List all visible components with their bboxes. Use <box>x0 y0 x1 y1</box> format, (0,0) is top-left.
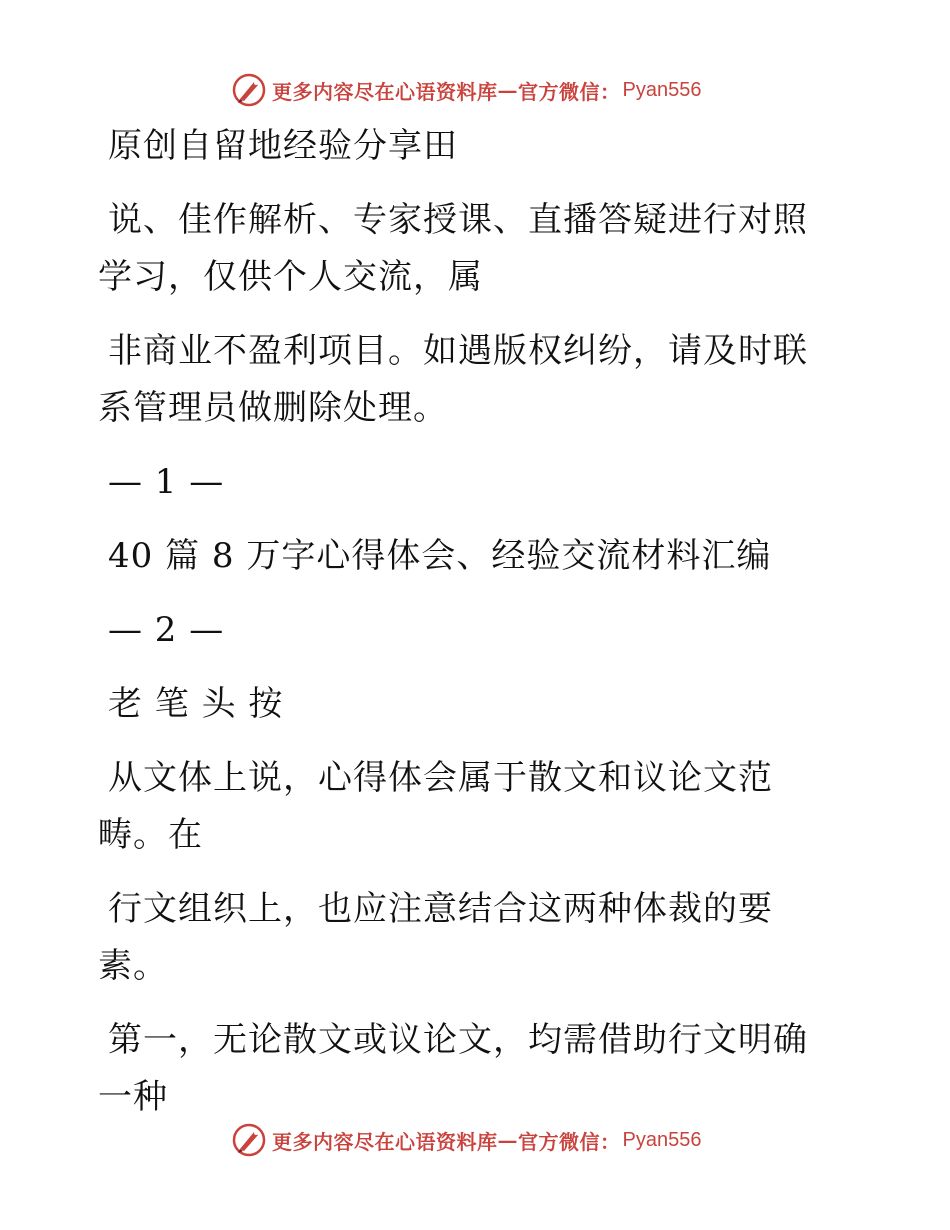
footer-banner <box>232 1120 701 1160</box>
page-number: — 2 — <box>108 610 225 650</box>
paragraph: 从文体上说，心得体会属于散文和议论文范畴。在 <box>98 758 773 855</box>
paragraph: 第一，无论散文或议论文，均需借助行文明确一种 <box>98 1020 808 1117</box>
paragraph: 非商业不盈利项目。如遇版权纠纷，请及时联系管理员做删除处理。 <box>98 331 808 428</box>
banner-title: 更多内容尽在心语资料库 <box>272 1129 498 1154</box>
paragraph: 原创自留地经验分享田 <box>108 126 458 166</box>
banner-dash: — <box>497 1128 518 1152</box>
pen-logo-icon <box>232 73 266 107</box>
paragraph: 行文组织上，也应注意结合这两种体裁的要素。 <box>98 889 773 986</box>
banner-dash: — <box>497 78 518 102</box>
heading: 老 笔 头 按 <box>108 684 284 724</box>
banner-title: 更多内容尽在心语资料库 <box>272 79 498 104</box>
section-title: 40 篇 8 万字心得体会、经验交流材料汇编 <box>108 536 772 576</box>
document-body <box>98 118 838 1126</box>
header-banner <box>232 70 701 110</box>
pen-logo-icon <box>232 1123 266 1157</box>
banner-wechat-label: 官方微信： <box>518 79 621 104</box>
paragraph: 说、佳作解析、专家授课、直播答疑进行对照学习，仅供个人交流，属 <box>98 200 808 297</box>
banner-wechat-label: 官方微信： <box>518 1129 621 1154</box>
page-number: — 1 — <box>108 462 225 502</box>
banner-wechat-id: Pyan556 <box>622 78 702 101</box>
banner-wechat-id: Pyan556 <box>622 1128 702 1151</box>
